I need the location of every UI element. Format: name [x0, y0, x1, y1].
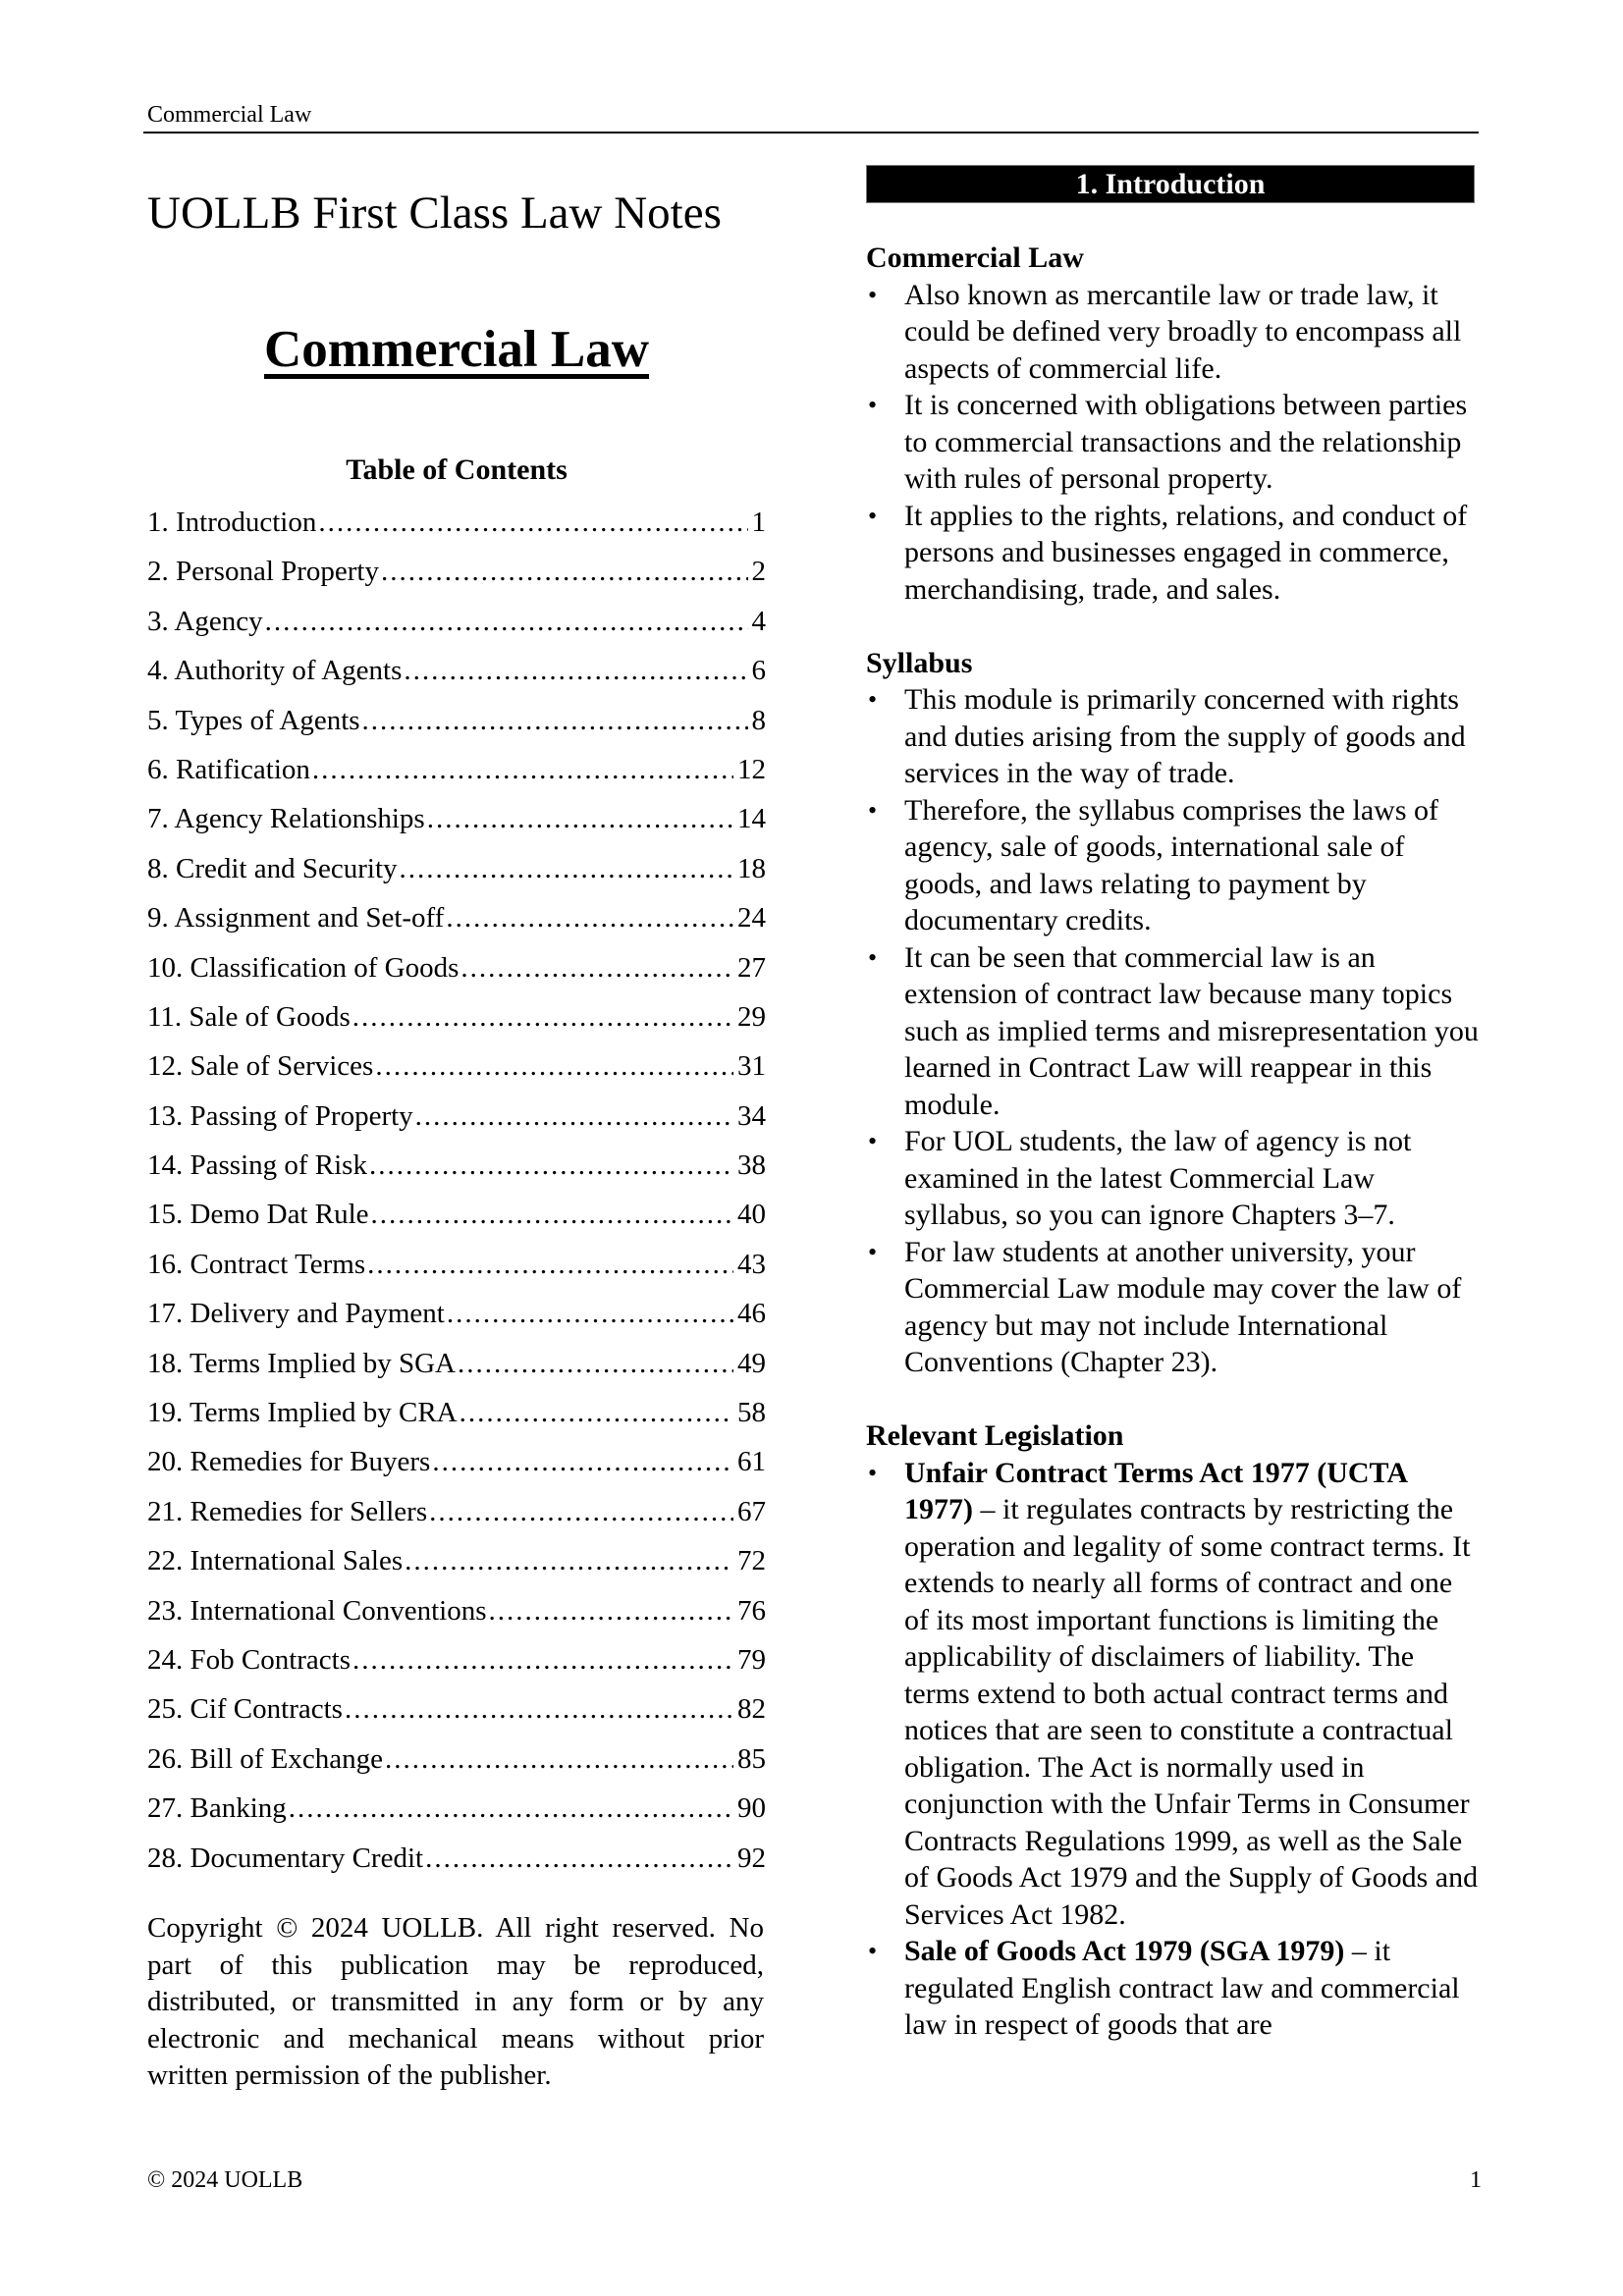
toc-entry-page: 12 [737, 753, 766, 785]
toc-entry-title: 20. Remedies for Buyers [147, 1446, 431, 1478]
bullet-icon: • [868, 280, 878, 309]
bullet-text: It is concerned with obligations between parties to commercial transactions and the relationship with rules of personal property. [904, 389, 1468, 495]
bullet-item [866, 681, 1480, 792]
toc-entry[interactable] [147, 851, 766, 900]
footer-copyright: © 2024 UOLLB [147, 2167, 303, 2193]
toc-entry-page: 43 [737, 1248, 766, 1280]
toc-dot-leader [352, 1642, 733, 1678]
toc-dot-leader [460, 1395, 733, 1430]
toc-entry-title: 11. Sale of Goods [147, 1000, 351, 1033]
toc-dot-leader [367, 1247, 733, 1282]
toc-entry[interactable] [147, 1593, 766, 1642]
bullet-list [866, 277, 1480, 609]
toc-entry-title: 21. Remedies for Sellers [147, 1495, 428, 1527]
toc-entry[interactable] [147, 752, 766, 801]
toc-entry-page: 8 [751, 704, 766, 736]
toc-entry-page: 38 [737, 1149, 766, 1182]
toc-entry-page: 61 [737, 1446, 766, 1478]
toc-entry-title: 15. Demo Dat Rule [147, 1199, 369, 1231]
toc-entry-title: 13. Passing of Property [147, 1099, 413, 1132]
toc-dot-leader [458, 1346, 733, 1381]
toc-entry-page: 92 [737, 1842, 766, 1874]
toc-entry-title: 5. Types of Agents [147, 704, 360, 736]
copyright-notice: Copyright © 2024 UOLLB. All right reserved. No part of this publication may be reproduced, distributed, or transmitted in any form or by any electronic and mechanical means without prior written permission of the publisher. [147, 1912, 764, 2091]
toc-dot-leader [345, 1691, 733, 1727]
toc-entry-page: 90 [737, 1792, 766, 1825]
bullet-icon: • [868, 942, 878, 972]
toc-entry-title: 26. Bill of Exchange [147, 1742, 384, 1775]
bullet-item [866, 1455, 1480, 1934]
bullet-icon: • [868, 685, 878, 714]
toc-entry[interactable] [147, 604, 766, 653]
toc-entry-page: 82 [737, 1693, 766, 1726]
toc-entry[interactable] [147, 703, 766, 752]
bullet-item [866, 498, 1480, 609]
bullet-text: Also known as mercantile law or trade law, it could be defined very broadly to encompass all aspects of commercial life. [904, 278, 1462, 385]
bullet-icon: • [868, 391, 878, 419]
toc-entry-title: 14. Passing of Risk [147, 1149, 367, 1182]
bullet-icon: • [868, 1237, 878, 1266]
toc-entry-title: 27. Banking [147, 1792, 287, 1825]
toc-dot-leader [312, 752, 733, 787]
toc-entry-title: 2. Personal Property [147, 556, 379, 588]
bullet-icon: • [868, 1458, 878, 1487]
toc-entry[interactable] [147, 1494, 766, 1543]
running-header: Commercial Law [147, 102, 312, 128]
toc-dot-leader [415, 1098, 733, 1134]
toc-entry-title: 22. International Sales [147, 1545, 404, 1577]
toc-dot-leader [362, 703, 748, 738]
bullet-text: – it regulates contracts by restricting the operation and legality of some contract terms. It extends to nearly all forms of contract and one of its most important functions is limiting the applicability of disclaimers of liability. The terms extend to both actual contract terms and notices that are seen to constitute a contractual obligation. The Act is normally used in conjunction with the Unfair Terms in Consumer Contracts Regulations 1999, as well as the Sale of Goods Act 1979 and the Supply of Goods and Services Act 1982. [904, 1493, 1479, 1931]
toc-entry[interactable] [147, 1247, 766, 1296]
subsection-heading: Commercial Law [866, 241, 1084, 274]
bullet-item [866, 939, 1480, 1124]
toc-entry-title: 3. Agency [147, 605, 263, 637]
toc-entry-page: 31 [737, 1050, 766, 1083]
bullet-item [866, 277, 1480, 388]
bullet-icon: • [868, 501, 878, 530]
toc-entry-title: 16. Contract Terms [147, 1248, 366, 1280]
toc-entry-page: 58 [737, 1397, 766, 1429]
toc-entry-page: 79 [737, 1643, 766, 1676]
toc-entry[interactable] [147, 1197, 766, 1246]
toc-entry[interactable] [147, 1642, 766, 1691]
toc-dot-leader [432, 1444, 733, 1479]
toc-entry-title: 4. Authority of Agents [147, 655, 403, 687]
toc-entry-title: 6. Ratification [147, 753, 310, 785]
toc-dot-leader [425, 1841, 733, 1876]
toc-entry[interactable] [147, 1444, 766, 1493]
section-spacer [866, 608, 1480, 645]
left-column [147, 187, 766, 2091]
subsection-heading: Relevant Legislation [866, 1419, 1124, 1452]
toc-entry-page: 46 [737, 1298, 766, 1330]
bullet-item [866, 1123, 1480, 1234]
toc-entry-page: 34 [737, 1099, 766, 1132]
toc-entry-title: 19. Terms Implied by CRA [147, 1397, 458, 1429]
bullet-text: This module is primarily concerned with rights and duties arising from the supply of goods and services in the way of trade. [904, 683, 1466, 789]
toc-entry-page: 85 [737, 1742, 766, 1775]
toc-entry[interactable] [147, 1741, 766, 1790]
bullet-text: For UOL students, the law of agency is not examined in the latest Commercial Law syllabus, so you can ignore Chapters 3–7. [904, 1125, 1412, 1231]
toc-entry-title: 23. International Conventions [147, 1594, 487, 1627]
document-title-text: Commercial Law [263, 321, 649, 378]
toc-entry-page: 72 [737, 1545, 766, 1577]
toc-entry-page: 2 [751, 556, 766, 588]
right-column [866, 165, 1480, 2044]
bullet-icon: • [868, 1937, 878, 1965]
toc-entry-page: 24 [737, 902, 766, 934]
section-content [866, 240, 1480, 2044]
toc-entry-title: 12. Sale of Services [147, 1050, 374, 1083]
bullet-item [866, 1234, 1480, 1381]
section-spacer [866, 1381, 1480, 1418]
toc-dot-leader [460, 950, 733, 986]
toc-entry-page: 6 [751, 655, 766, 687]
bullet-text: It can be seen that commercial law is an extension of contract law because many topics such as implied terms and misrepresentation you learned in Contract Law will reappear in this module. [904, 940, 1479, 1121]
toc-entry-title: 25. Cif Contracts [147, 1693, 343, 1726]
toc-entry-title: 1. Introduction [147, 507, 317, 538]
toc-dot-leader [318, 505, 747, 540]
toc-dot-leader [385, 1741, 733, 1777]
toc-entry[interactable] [147, 1148, 766, 1197]
toc-entry[interactable] [147, 1346, 766, 1395]
document-title [147, 320, 766, 379]
section-heading-bar: 1. Introduction [866, 165, 1475, 203]
header-rule [143, 132, 1479, 133]
toc-entry-page: 1 [751, 507, 766, 538]
toc-entry-page: 76 [737, 1594, 766, 1627]
toc-entry[interactable] [147, 1543, 766, 1592]
legislation-name: Sale of Goods Act 1979 (SGA 1979) [904, 1935, 1345, 1967]
toc-entry-page: 27 [737, 951, 766, 984]
bullet-icon: • [868, 795, 878, 825]
toc-entry[interactable] [147, 505, 766, 554]
bullet-item [866, 387, 1480, 498]
table-of-contents [147, 505, 766, 1890]
toc-entry-title: 9. Assignment and Set-off [147, 902, 445, 934]
footer-page-number: 1 [1470, 2167, 1482, 2193]
brand-title: UOLLB First Class Law Notes [147, 187, 722, 239]
toc-entry-page: 67 [737, 1495, 766, 1527]
toc-entry-page: 40 [737, 1199, 766, 1231]
toc-entry[interactable] [147, 653, 766, 702]
toc-entry[interactable] [147, 801, 766, 850]
toc-entry-title: 10. Classification of Goods [147, 951, 460, 984]
bullet-list [866, 1455, 1480, 2044]
toc-entry-page: 49 [737, 1347, 766, 1379]
toc-dot-leader [352, 999, 733, 1035]
bullet-text: – it regulated English contract law and commercial law in respect of goods that are [904, 1935, 1460, 2041]
toc-entry-title: 17. Delivery and Payment [147, 1298, 445, 1330]
toc-dot-leader [289, 1790, 733, 1826]
toc-entry[interactable] [147, 900, 766, 949]
toc-dot-leader [427, 801, 733, 836]
toc-dot-leader [446, 900, 733, 935]
toc-entry-title: 28. Documentary Credit [147, 1842, 424, 1874]
toc-entry[interactable] [147, 554, 766, 603]
toc-dot-leader [489, 1593, 733, 1629]
toc-dot-leader [371, 1197, 733, 1232]
toc-entry[interactable] [147, 1098, 766, 1148]
toc-entry[interactable] [147, 1395, 766, 1444]
bullet-list [866, 681, 1480, 1381]
toc-dot-leader [265, 604, 748, 639]
toc-entry[interactable] [147, 950, 766, 999]
bullet-text: It applies to the rights, relations, and conduct of persons and businesses engaged in commerce, merchandising, trade, and sales. [904, 499, 1468, 606]
toc-entry-title: 7. Agency Relationships [147, 803, 425, 835]
toc-entry-page: 29 [737, 1000, 766, 1033]
bullet-item [866, 792, 1480, 939]
bullet-icon: • [868, 1127, 878, 1155]
toc-entry[interactable] [147, 1296, 766, 1345]
toc-dot-leader [405, 1543, 733, 1578]
toc-entry-page: 4 [751, 605, 766, 637]
toc-entry[interactable] [147, 1841, 766, 1890]
bullet-text: For law students at another university, your Commercial Law module may cover the law of agency but may not include International Conventions (Chapter 23). [904, 1235, 1462, 1378]
toc-dot-leader [447, 1296, 733, 1331]
bullet-text: Therefore, the syllabus comprises the laws of agency, sale of goods, international sale of goods, and laws relating to payment by documentary credits. [904, 793, 1438, 936]
toc-entry[interactable] [147, 1691, 766, 1740]
toc-entry-title: 24. Fob Contracts [147, 1643, 352, 1676]
toc-entry-title: 8. Credit and Security [147, 852, 398, 884]
toc-entry-page: 14 [737, 803, 766, 835]
legislation-name: Unfair Contract Terms Act 1977 (UCTA 1977) [904, 1456, 1407, 1525]
toc-entry[interactable] [147, 1790, 766, 1840]
toc-dot-leader [375, 1048, 733, 1084]
bullet-item [866, 1933, 1480, 2044]
toc-dot-leader [400, 851, 733, 886]
toc-dot-leader [381, 554, 748, 589]
toc-entry-title: 18. Terms Implied by SGA [147, 1347, 457, 1379]
toc-heading: Table of Contents [346, 454, 568, 486]
toc-dot-leader [369, 1148, 733, 1183]
subsection-heading: Syllabus [866, 646, 973, 679]
toc-entry[interactable] [147, 999, 766, 1048]
toc-dot-leader [429, 1494, 733, 1529]
toc-entry[interactable] [147, 1048, 766, 1097]
toc-entry-page: 18 [737, 852, 766, 884]
toc-dot-leader [404, 653, 747, 688]
